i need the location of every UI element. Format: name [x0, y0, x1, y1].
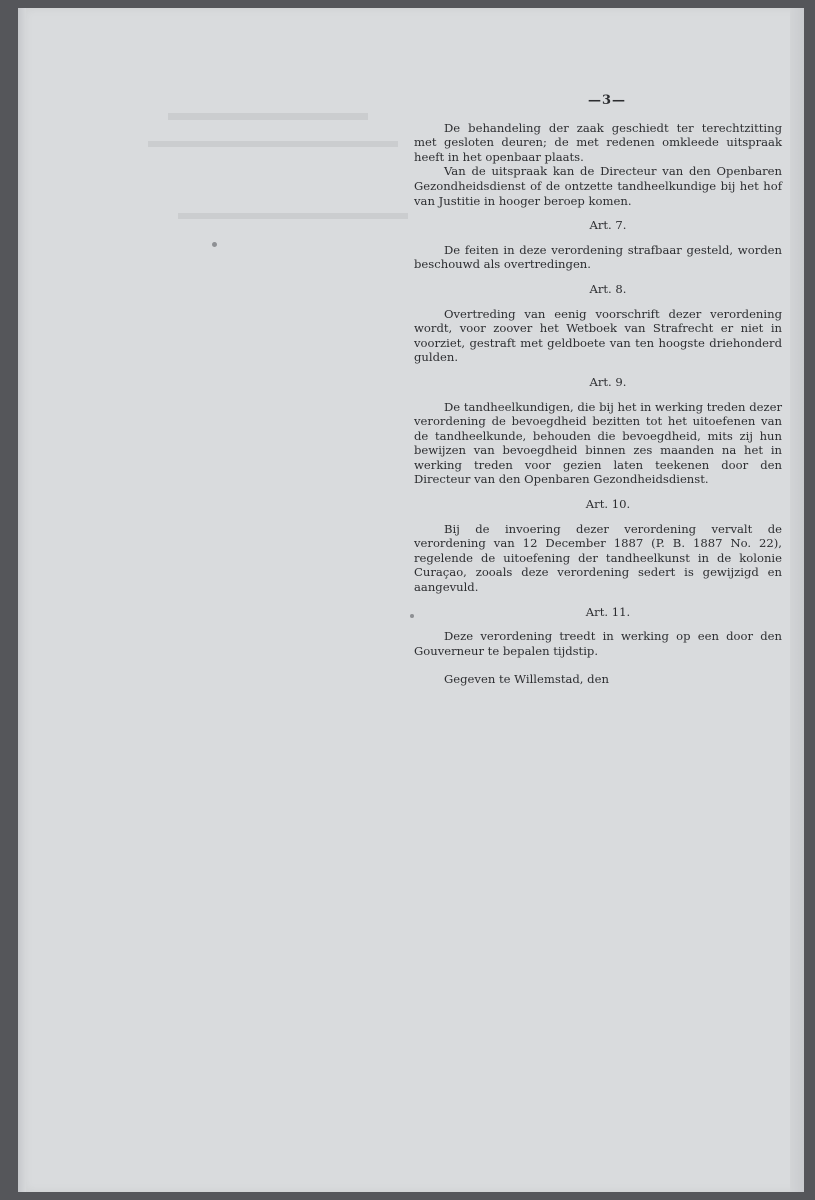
article-heading: Art. 9. — [589, 374, 627, 389]
page-binding-edge — [18, 8, 26, 1192]
article-heading: Art. 7. — [589, 218, 627, 233]
article-text: De feiten in deze verordening strafbaar gesteld, worden beschouwd als overtredingen. — [414, 242, 782, 272]
paper-spot — [212, 242, 217, 247]
bleed-through-text — [108, 103, 438, 263]
document-text-column — [414, 94, 782, 687]
paragraph: De behandeling der zaak geschiedt ter terechtzitting met gesloten deuren; de met redenen omkleede uitspraak heeft in het openbaar plaats. — [414, 120, 782, 164]
article-heading: Art. 8. — [589, 281, 627, 296]
page-number: —3— — [587, 93, 627, 108]
article-heading: Art. 10. — [585, 497, 631, 512]
article-text: Deze verordening treedt in werking op een door den Gouverneur te bepalen tijdstip. — [414, 629, 782, 658]
page-right-edge — [790, 8, 804, 1192]
article-text: De tandheelkundigen, die bij het in werking treden dezer verordening de bevoegdheid bezitten tot het uitoefenen van de tandheelkunde, behouden die bevoegdheid, mits zij hun bewijzen van bevoegdheid binnen zes maanden na het in werking treden voor gezien laten teekenen door den Directeur van den Openbaren Gezondheidsdienst. — [414, 399, 782, 487]
article-heading: Art. 11. — [585, 604, 631, 619]
document-page — [18, 8, 804, 1192]
article-text: Overtreding van eenig voorschrift dezer verordening wordt, voor zoover het Wetboek van Strafrecht er niet in voorziet, gestraft met geldboete van ten hoogste driehonderd gulden. — [414, 306, 782, 365]
article-text: Bij de invoering dezer verordening vervalt de verordening van 12 December 1887 (P. B. 1887 No. 22), regelende de uitoefening der tandheelkunst in de kolonie Curaçao, zooals deze verordening sedert is gewijzigd en aangevuld. — [414, 521, 782, 595]
paragraph: Van de uitspraak kan de Directeur van den Openbaren Gezondheidsdienst of de ontzette tandheelkundige bij het hof van Justitie in hooger beroep komen. — [414, 164, 782, 208]
closing-line: Gegeven te Willemstad, den — [444, 672, 609, 687]
